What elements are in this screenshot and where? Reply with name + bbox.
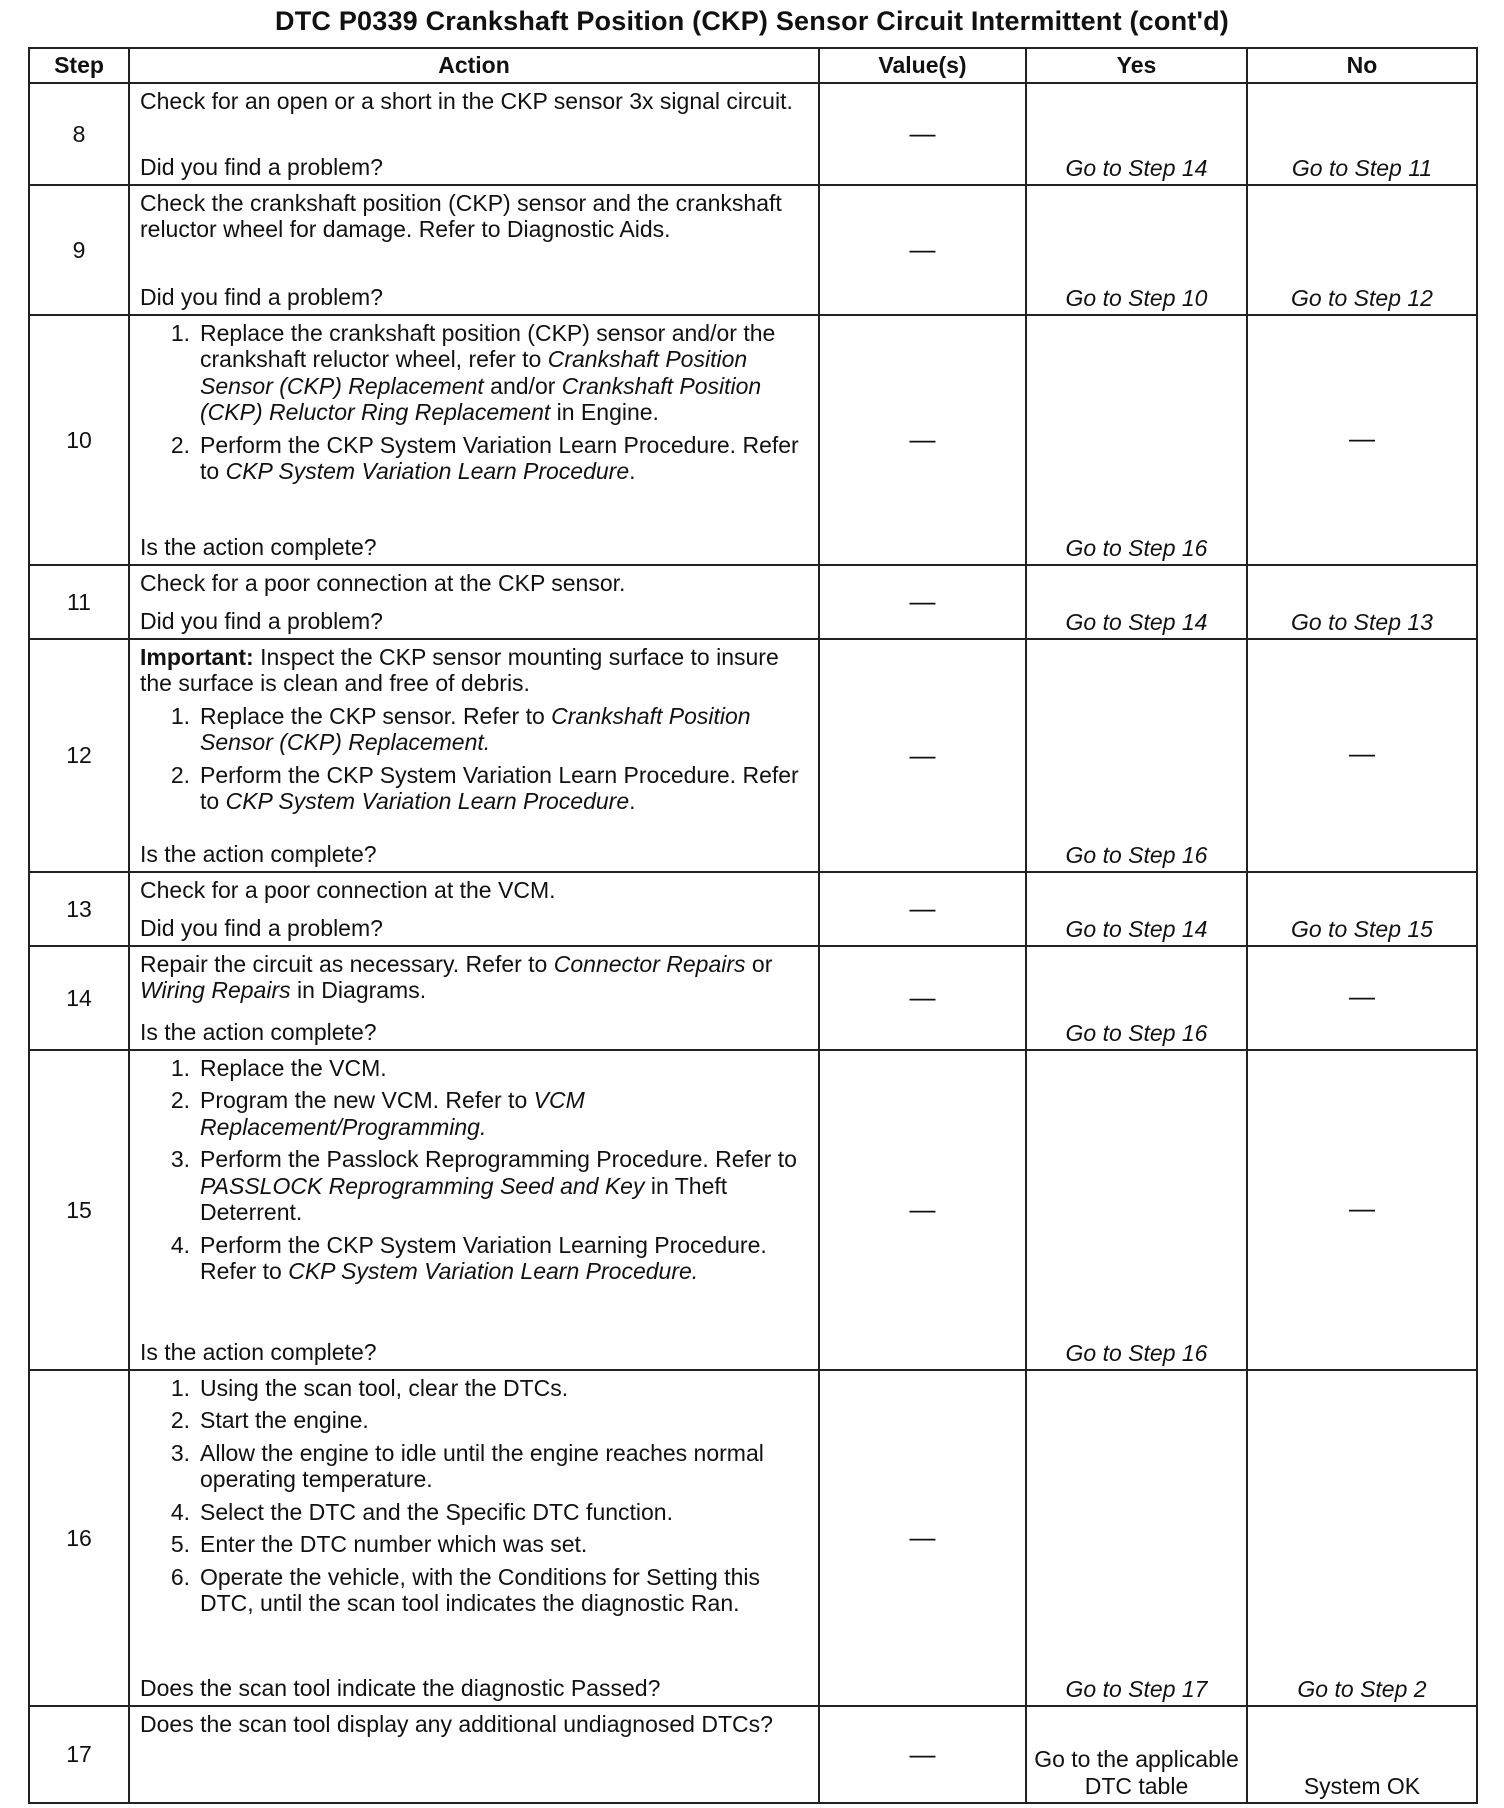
action-text: Perform the CKP System Variation Learn Procedure. Refer to (200, 761, 799, 815)
step-item-text (200, 1440, 806, 1493)
action-cell (129, 1370, 819, 1706)
step-item-number: 3. (170, 1146, 190, 1173)
table-row (29, 315, 1477, 565)
table-row (29, 1050, 1477, 1370)
action-cell (129, 185, 819, 315)
action-cell (129, 946, 819, 1050)
action-question: Is the action complete? (140, 1018, 377, 1045)
table-row (29, 639, 1477, 872)
step-item-number: 1. (170, 1055, 190, 1081)
step-item-number: 2. (170, 431, 190, 458)
action-content (140, 1055, 806, 1365)
action-step-item (140, 1055, 806, 1081)
step-item-number: 1. (170, 320, 190, 346)
reference-link-text: PASSLOCK Reprogramming Seed and Key (200, 1172, 645, 1199)
step-number: 9 (29, 185, 129, 315)
step-item-text (200, 762, 806, 815)
action-content (140, 570, 806, 634)
step-item-text (200, 1564, 806, 1617)
action-steps-list (140, 320, 806, 485)
action-text: Perform the CKP System Variation Learn Procedure. Refer to (200, 431, 799, 485)
action-text: Allow the engine to idle until the engine reaches normal operating temperature. (200, 1439, 764, 1493)
reference-link-text: VCM Replacement/Programming. (200, 1087, 585, 1140)
action-text: Start the engine. (200, 1407, 369, 1434)
important-note (140, 644, 806, 697)
step-item-text (200, 1146, 806, 1225)
action-text: or (745, 951, 773, 977)
action-text: Perform the CKP System Variation Learning Procedure. Refer to (200, 1231, 767, 1285)
step-number: 15 (29, 1050, 129, 1370)
action-text: Operate the vehicle, with the Conditions for Setting this DTC, until the scan tool indicates the diagnostic Ran. (200, 1563, 760, 1617)
no-result: System OK (1247, 1706, 1477, 1803)
no-result: Go to Step 15 (1247, 872, 1477, 946)
diagnostic-table (28, 47, 1478, 1804)
action-step-item (140, 1531, 806, 1557)
action-step-item (140, 1440, 806, 1493)
action-paragraph: Does the scan tool display any additional undiagnosed DTCs? (140, 1711, 773, 1737)
header-yes: Yes (1026, 48, 1247, 83)
action-cell (129, 872, 819, 946)
header-values: Value(s) (819, 48, 1026, 83)
action-content (140, 877, 806, 941)
step-item-number: 1. (170, 702, 190, 729)
no-result: — (1247, 1050, 1477, 1370)
action-question: Is the action complete? (140, 1338, 377, 1365)
step-number: 10 (29, 315, 129, 565)
action-text: Using the scan tool, clear the DTCs. (200, 1375, 569, 1401)
yes-result: Go to Step 16 (1026, 1050, 1247, 1370)
yes-result: Go to Step 16 (1026, 946, 1247, 1050)
step-number: 12 (29, 639, 129, 872)
step-number: 8 (29, 83, 129, 185)
reference-link-text: CKP System Variation Learn Procedure (225, 788, 630, 815)
action-question: Did you find a problem? (140, 914, 383, 941)
action-cell (129, 565, 819, 639)
action-step-item (140, 1564, 806, 1617)
step-item-text (200, 1407, 806, 1433)
table-row (29, 565, 1477, 639)
no-result: — (1247, 315, 1477, 565)
step-item-text (200, 1375, 806, 1401)
step-item-text (200, 1531, 806, 1557)
yes-result: Go to Step 14 (1026, 872, 1247, 946)
action-steps-list (140, 1055, 806, 1285)
action-content (140, 88, 806, 180)
action-step-item (140, 1146, 806, 1225)
table-row (29, 1706, 1477, 1803)
step-item-number: 6. (170, 1563, 190, 1590)
reference-link-text: Connector Repairs (553, 951, 746, 977)
value-cell: — (819, 83, 1026, 185)
step-item-text (200, 1232, 806, 1285)
yes-result: Go to Step 14 (1026, 565, 1247, 639)
step-number: 11 (29, 565, 129, 639)
yes-result: Go to Step 16 (1026, 639, 1247, 872)
action-content (140, 190, 806, 310)
action-step-item (140, 432, 806, 485)
step-number: 14 (29, 946, 129, 1050)
action-content (140, 1711, 806, 1798)
action-paragraph: Check for a poor connection at the CKP sensor. (140, 570, 626, 596)
action-text: Replace the CKP sensor. Refer to (200, 702, 552, 729)
action-step-item (140, 1232, 806, 1285)
action-paragraph: Check for a poor connection at the VCM. (140, 877, 556, 903)
reference-link-text: CKP System Variation Learn Procedure. (288, 1258, 699, 1285)
step-item-number: 2. (170, 1407, 190, 1434)
action-text: in Theft Deterrent. (200, 1172, 728, 1226)
action-question: Does the scan tool indicate the diagnostic Passed? (140, 1674, 661, 1701)
reference-link-text: Crankshaft Position (CKP) Reluctor Ring Replacement (200, 372, 762, 426)
page-title: DTC P0339 Crankshaft Position (CKP) Sensor Circuit Intermittent (cont'd) (275, 6, 1229, 36)
step-item-text (200, 320, 806, 426)
value-cell: — (819, 1706, 1026, 1803)
step-item-number: 4. (170, 1231, 190, 1258)
value-cell: — (819, 1370, 1026, 1706)
value-cell: — (819, 185, 1026, 315)
value-cell: — (819, 315, 1026, 565)
action-text: in Engine. (550, 399, 659, 426)
step-item-text (200, 1499, 806, 1525)
action-question: Is the action complete? (140, 840, 377, 867)
yes-result: Go to Step 16 (1026, 315, 1247, 565)
step-item-number: 2. (170, 1087, 190, 1114)
action-step-item (140, 1087, 806, 1140)
step-item-number: 3. (170, 1439, 190, 1466)
action-body (140, 190, 806, 249)
action-cell (129, 315, 819, 565)
action-cell (129, 1050, 819, 1370)
table-body (29, 83, 1477, 1803)
action-body (140, 1375, 806, 1623)
value-cell: — (819, 872, 1026, 946)
yes-result: Go to the applicable DTC table (1026, 1706, 1247, 1803)
no-result: — (1247, 946, 1477, 1050)
important-text: Inspect the CKP sensor mounting surface to insure the surface is clean and free of debris. (140, 644, 779, 697)
header-step: Step (29, 48, 129, 83)
step-number: 13 (29, 872, 129, 946)
action-question: Did you find a problem? (140, 607, 383, 634)
step-item-number: 5. (170, 1531, 190, 1558)
action-step-item (140, 703, 806, 756)
header-no: No (1247, 48, 1477, 83)
action-content (140, 1375, 806, 1701)
step-number: 17 (29, 1706, 129, 1803)
action-content (140, 951, 806, 1045)
action-paragraph (140, 951, 806, 1004)
value-cell: — (819, 639, 1026, 872)
action-body (140, 570, 806, 602)
yes-result: Go to Step 10 (1026, 185, 1247, 315)
action-text: Enter the DTC number which was set. (200, 1531, 588, 1558)
action-question: Did you find a problem? (140, 283, 383, 310)
action-question: Is the action complete? (140, 533, 377, 560)
table-row (29, 185, 1477, 315)
action-cell (129, 83, 819, 185)
action-text: Replace the VCM. (200, 1055, 387, 1081)
no-result: Go to Step 13 (1247, 565, 1477, 639)
action-content (140, 644, 806, 867)
action-content (140, 320, 806, 560)
action-step-item (140, 1375, 806, 1401)
value-cell: — (819, 946, 1026, 1050)
action-text: Replace the crankshaft position (CKP) sensor and/or the crankshaft reluctor wheel, refer to (200, 320, 776, 373)
step-item-number: 4. (170, 1498, 190, 1525)
action-steps-list (140, 703, 806, 815)
action-step-item (140, 1407, 806, 1433)
no-result: Go to Step 12 (1247, 185, 1477, 315)
step-item-number: 2. (170, 761, 190, 788)
action-cell (129, 639, 819, 872)
important-label: Important: (140, 644, 254, 670)
action-step-item (140, 1499, 806, 1525)
action-text: in Diagrams. (290, 977, 427, 1004)
action-text: . (629, 788, 636, 815)
yes-result: Go to Step 17 (1026, 1370, 1247, 1706)
action-body (140, 877, 806, 909)
action-body (140, 1055, 806, 1291)
table-row (29, 872, 1477, 946)
action-paragraph: Check for an open or a short in the CKP sensor 3x signal circuit. (140, 88, 793, 114)
reference-link-text: Wiring Repairs (140, 977, 291, 1004)
action-step-item (140, 320, 806, 426)
step-item-number: 1. (170, 1375, 190, 1401)
action-body (140, 1711, 806, 1743)
action-text: Program the new VCM. Refer to (200, 1087, 534, 1114)
no-result: — (1247, 639, 1477, 872)
action-body (140, 644, 806, 821)
table-row (29, 83, 1477, 185)
action-text: Perform the Passlock Reprogramming Procedure. Refer to (200, 1146, 797, 1173)
action-body (140, 951, 806, 1010)
no-result: Go to Step 2 (1247, 1370, 1477, 1706)
action-body (140, 88, 806, 120)
value-cell: — (819, 1050, 1026, 1370)
table-row (29, 946, 1477, 1050)
action-text: . (629, 458, 636, 485)
reference-link-text: CKP System Variation Learn Procedure (225, 458, 630, 485)
value-cell: — (819, 565, 1026, 639)
action-cell (129, 1706, 819, 1803)
step-item-text (200, 432, 806, 485)
action-steps-list (140, 1375, 806, 1617)
reference-link-text: Crankshaft Position Sensor (CKP) Replacement. (200, 702, 751, 756)
step-number: 16 (29, 1370, 129, 1706)
table-row (29, 1370, 1477, 1706)
reference-link-text: Crankshaft Position Sensor (CKP) Replacement (200, 346, 748, 399)
step-item-text (200, 703, 806, 756)
action-paragraph: Check the crankshaft position (CKP) sensor and the crankshaft reluctor wheel for damage. Refer to Diagnostic Aids. (140, 190, 782, 243)
yes-result: Go to Step 14 (1026, 83, 1247, 185)
header-action: Action (129, 48, 819, 83)
action-step-item (140, 762, 806, 815)
no-result: Go to Step 11 (1247, 83, 1477, 185)
action-text: Select the DTC and the Specific DTC function. (200, 1498, 673, 1525)
action-text: and/or (483, 372, 562, 399)
step-item-text (200, 1055, 806, 1081)
action-text: Repair the circuit as necessary. Refer to (140, 951, 554, 977)
header-row (29, 48, 1477, 83)
action-question: Did you find a problem? (140, 153, 383, 180)
step-item-text (200, 1087, 806, 1140)
action-body (140, 320, 806, 491)
